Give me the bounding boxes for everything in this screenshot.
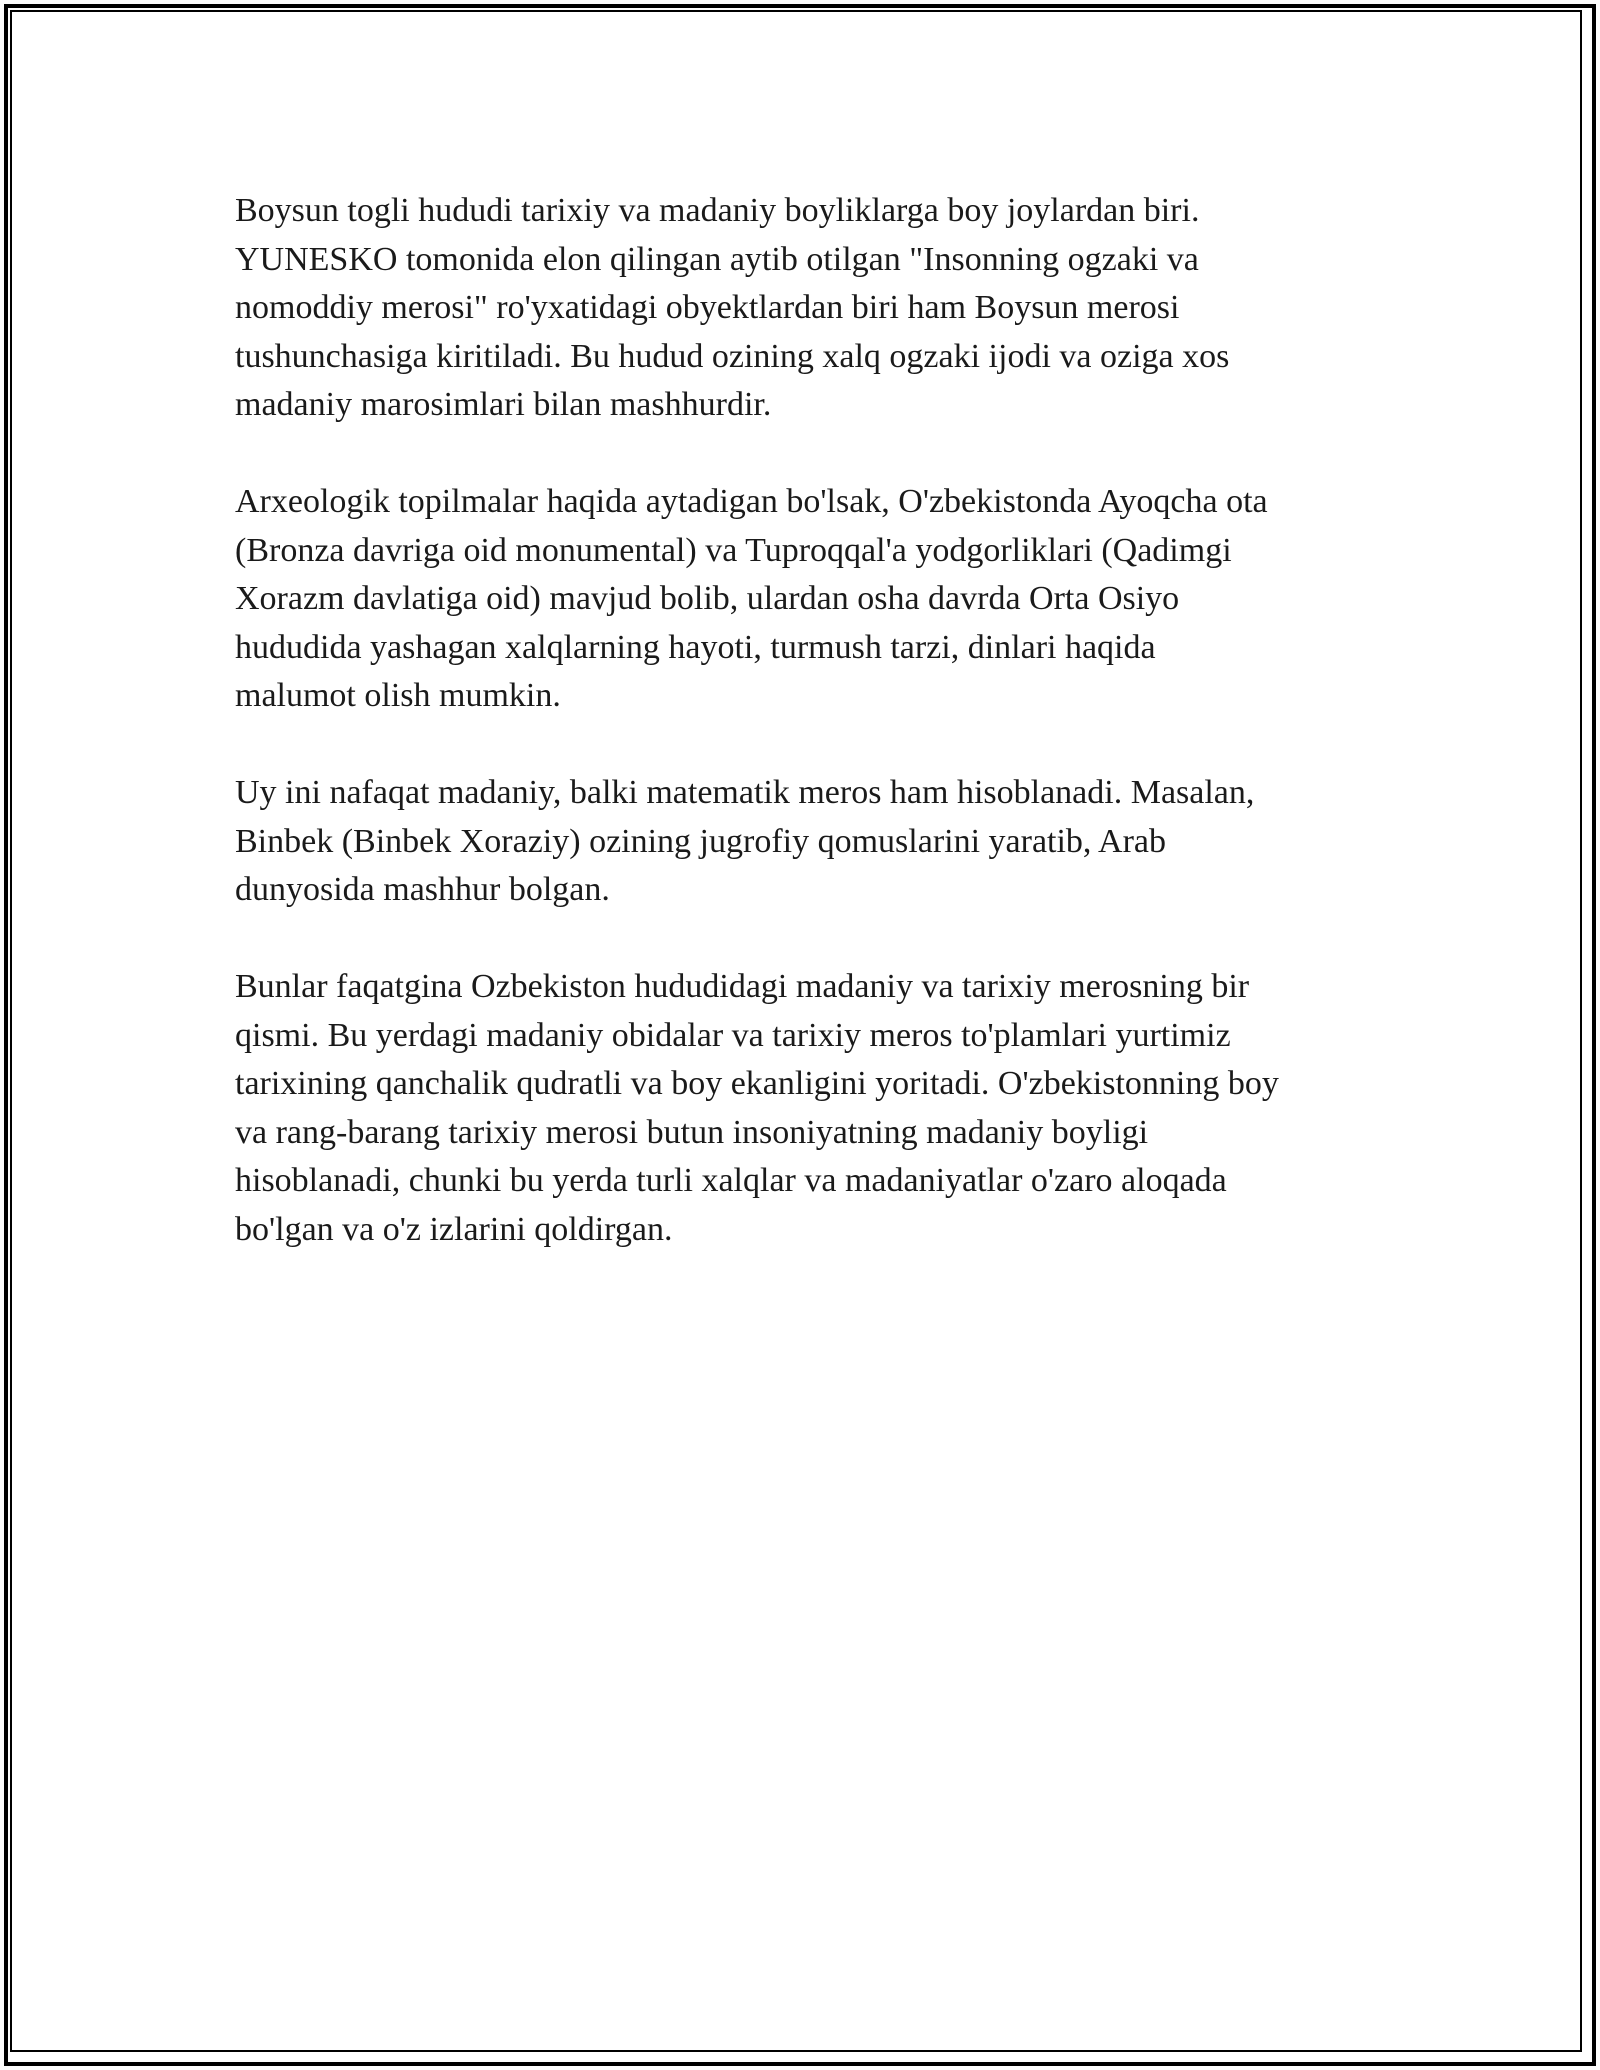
paragraph-boysun: Boysun togli hududi tarixiy va madaniy boyliklarga boy joylardan biri. YUNESKO tomonida elon qilingan aytib otilgan "Insonning ogzaki va nomoddiy merosi" ro'yxatidagi obyektlardan biri ham Boysun merosi tushunchasiga kiritiladi. Bu hudud ozining xalq ogzaki ijodi va oziga xos madaniy marosimlari bilan mashhurdir. — [235, 192, 1230, 423]
document-body — [235, 187, 1365, 1303]
paragraph-conclusion: Bunlar faqatgina Ozbekiston hududidagi madaniy va tarixiy merosning bir qismi. Bu yerdagi madaniy obidalar va tarixiy meros to'plamlari yurtimiz tarixining qanchalik qudratli va boy ekanligini yoritadi. O'zbekistonning boy va rang-barang tarixiy merosi butun insoniyatning madaniy boyligi hisoblanadi, chunki bu yerda turli xalqlar va madaniyatlar o'zaro aloqada bo'lgan va o'z izlarini qoldirgan. — [235, 968, 1279, 1248]
paragraph-archaeology: Arxeologik topilmalar haqida aytadigan bo'lsak, O'zbekistonda Ayoqcha ota (Bronza davriga oid monumental) va Tuproqqal'a yodgorliklari (Qadimgi Xorazm davlatiga oid) mavjud bolib, ulardan osha davrda Orta Osiyo hududida yashagan xalqlarning hayoti, turmush tarzi, dinlari haqida malumot olish mumkin. — [235, 483, 1268, 714]
paragraph-math-heritage: Uy ini nafaqat madaniy, balki matematik meros ham hisoblanadi. Masalan, Binbek (Binbek Xoraziy) ozining jugrofiy qomuslarini yaratib, Arab dunyosida mashhur bolgan. — [235, 774, 1255, 908]
